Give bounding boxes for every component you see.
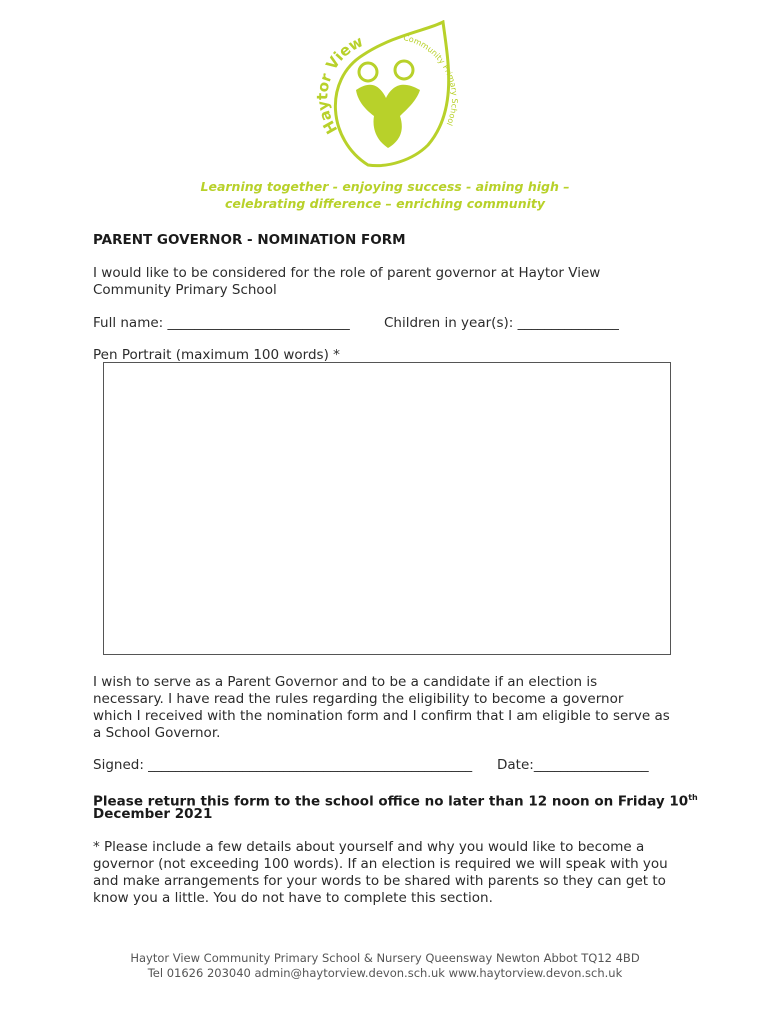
svg-text:Haytor View: Haytor View	[313, 32, 366, 138]
date-field[interactable]: Date:_________________	[497, 757, 649, 773]
intro-line-1: I would like to be considered for the role of parent governor at Haytor View	[93, 265, 601, 281]
declaration-line-1: I wish to serve as a Parent Governor and to be a candidate if an election is	[93, 674, 598, 690]
form-title: PARENT GOVERNOR - NOMINATION FORM	[93, 232, 406, 248]
deadline-superscript: th	[688, 793, 698, 802]
motto-line-2: celebrating difference – enriching community	[224, 196, 546, 211]
declaration-line-4: a School Governor.	[93, 725, 221, 741]
deadline-line-2: December 2021	[93, 806, 213, 822]
note-line-3: and make arrangements for your words to be shared with parents so they can get to	[93, 873, 666, 889]
children-year-field[interactable]: Children in year(s): _______________	[384, 315, 619, 331]
intro-line-2: Community Primary School	[93, 282, 277, 298]
svg-text:Community Primary School: Community Primary School	[402, 33, 460, 128]
footer-contact: Tel 01626 203040 admin@haytorview.devon.sch.uk www.haytorview.devon.sch.uk	[147, 966, 623, 980]
declaration-line-2: necessary. I have read the rules regarding the eligibility to become a governor	[93, 691, 624, 707]
motto-line-1: Learning together - enjoying success - aiming high –	[200, 179, 570, 194]
note-line-1: * Please include a few details about yourself and why you would like to become a	[93, 839, 645, 855]
pen-portrait-box[interactable]	[103, 362, 671, 655]
school-logo	[308, 20, 463, 170]
note-line-4: know you a little. You do not have to complete this section.	[93, 890, 493, 906]
deadline-line-1: Please return this form to the school office no later than 12 noon on Friday 10th	[93, 793, 698, 810]
declaration-line-3: which I received with the nomination form and I confirm that I am eligible to serve as	[93, 708, 670, 724]
full-name-field[interactable]: Full name: ___________________________	[93, 315, 350, 331]
signed-field[interactable]: Signed: ________________________________________________	[93, 757, 473, 773]
pen-portrait-label: Pen Portrait (maximum 100 words) *	[93, 347, 340, 363]
footer-address: Haytor View Community Primary School & Nursery Queensway Newton Abbot TQ12 4BD	[130, 951, 640, 965]
note-line-2: governor (not exceeding 100 words). If an election is required we will speak with you	[93, 856, 668, 872]
